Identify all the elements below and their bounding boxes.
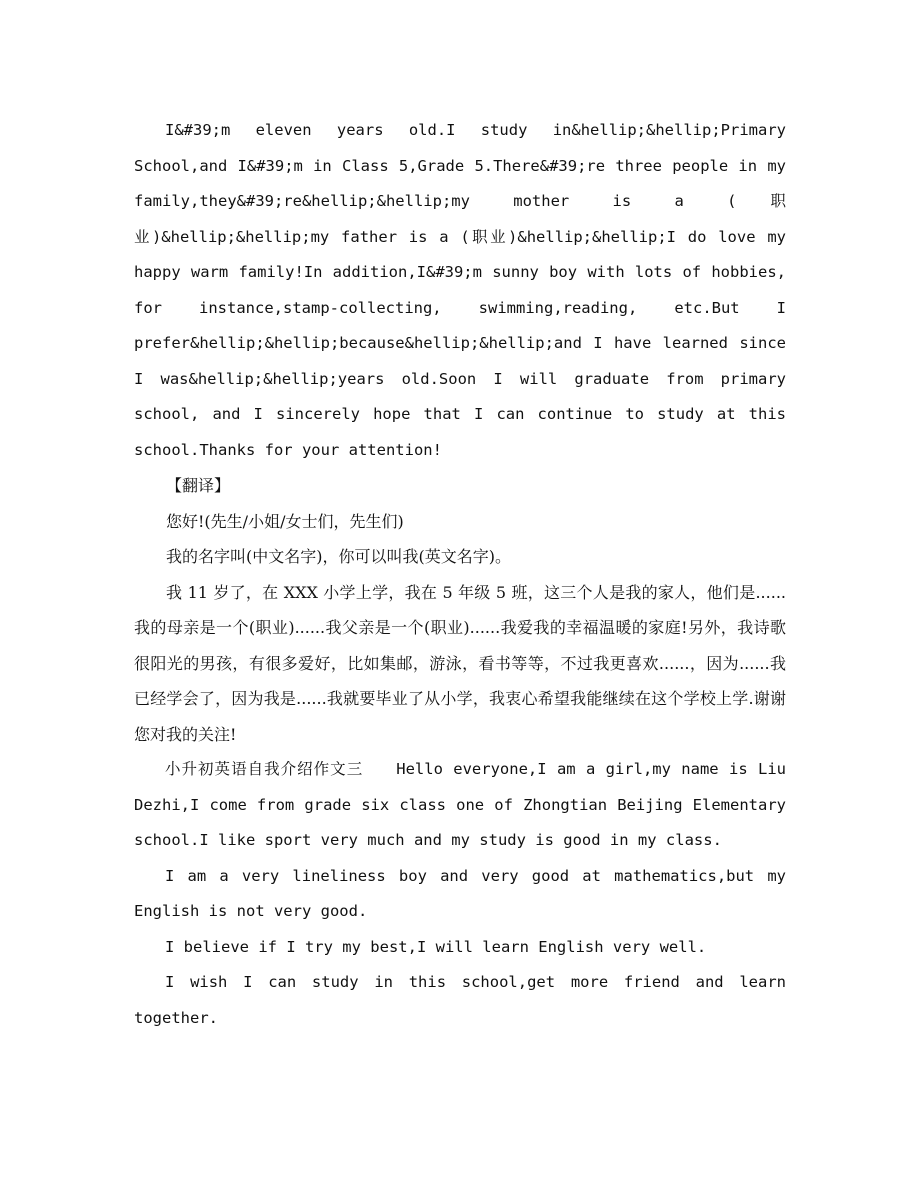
paragraph-essay-three: 小升初英语自我介绍作文三 Hello everyone,I am a girl,my name is Liu Dezhi,I come from grade six class one of Zhongtian Beijing Elementary school.I like sport very much and my study is good in my class. xyxy=(134,760,786,849)
paragraph-believe: I believe if I try my best,I will learn English very well. xyxy=(165,937,707,956)
paragraph-greeting: 您好!(先生/小姐/女士们，先生们) xyxy=(166,511,404,531)
paragraph-english-intro: I&#39;m eleven years old.I study in&hellip;&hellip;Primary School,and I&#39;m in Class 5,Grade 5.There&#39;re three people in my family,they&#39;re&hellip;&hellip;my mother is a (职业)&hellip;&hellip;my father is a (职业)&hellip;&hellip;I do love my happy warm family!In addition,I&#39;m sunny boy with lots of hobbies, for instance,stamp-collecting, swimming,reading, etc.But I prefer&hellip;&hellip;because&hellip;&hellip;and I have learned since I was&hellip;&hellip;years old.Soon I will graduate from primary school, and I sincerely hope that I can continue to study at this school.Thanks for your attention! xyxy=(134,121,786,459)
paragraph-name: 我的名字叫(中文名字)，你可以叫我(英文名字)。 xyxy=(166,547,511,566)
paragraph-wish: I wish I can study in this school,get more friend and learn together. xyxy=(134,973,786,1027)
paragraph-mathematics: I am a very lineliness boy and very good at mathematics,but my English is not very good. xyxy=(134,866,786,920)
translation-heading: 【翻译】 xyxy=(166,476,231,495)
paragraph-chinese-intro: 我 11 岁了，在 XXX 小学上学，我在 5 年级 5 班，这三个人是我的家人，他们是......我的母亲是一个(职业)......我父亲是一个(职业)......我爱我的幸福温暖的家庭!另外，我诗歌很阳光的男孩，有很多爱好，比如集邮，游泳，看书等等，不过我更喜欢......，因为......我已经学会了，因为我是......我就要毕业了从小学，我衷心希望我能继续在这个学校上学.谢谢您对我的关注! xyxy=(134,582,786,744)
document-page xyxy=(134,113,786,1036)
